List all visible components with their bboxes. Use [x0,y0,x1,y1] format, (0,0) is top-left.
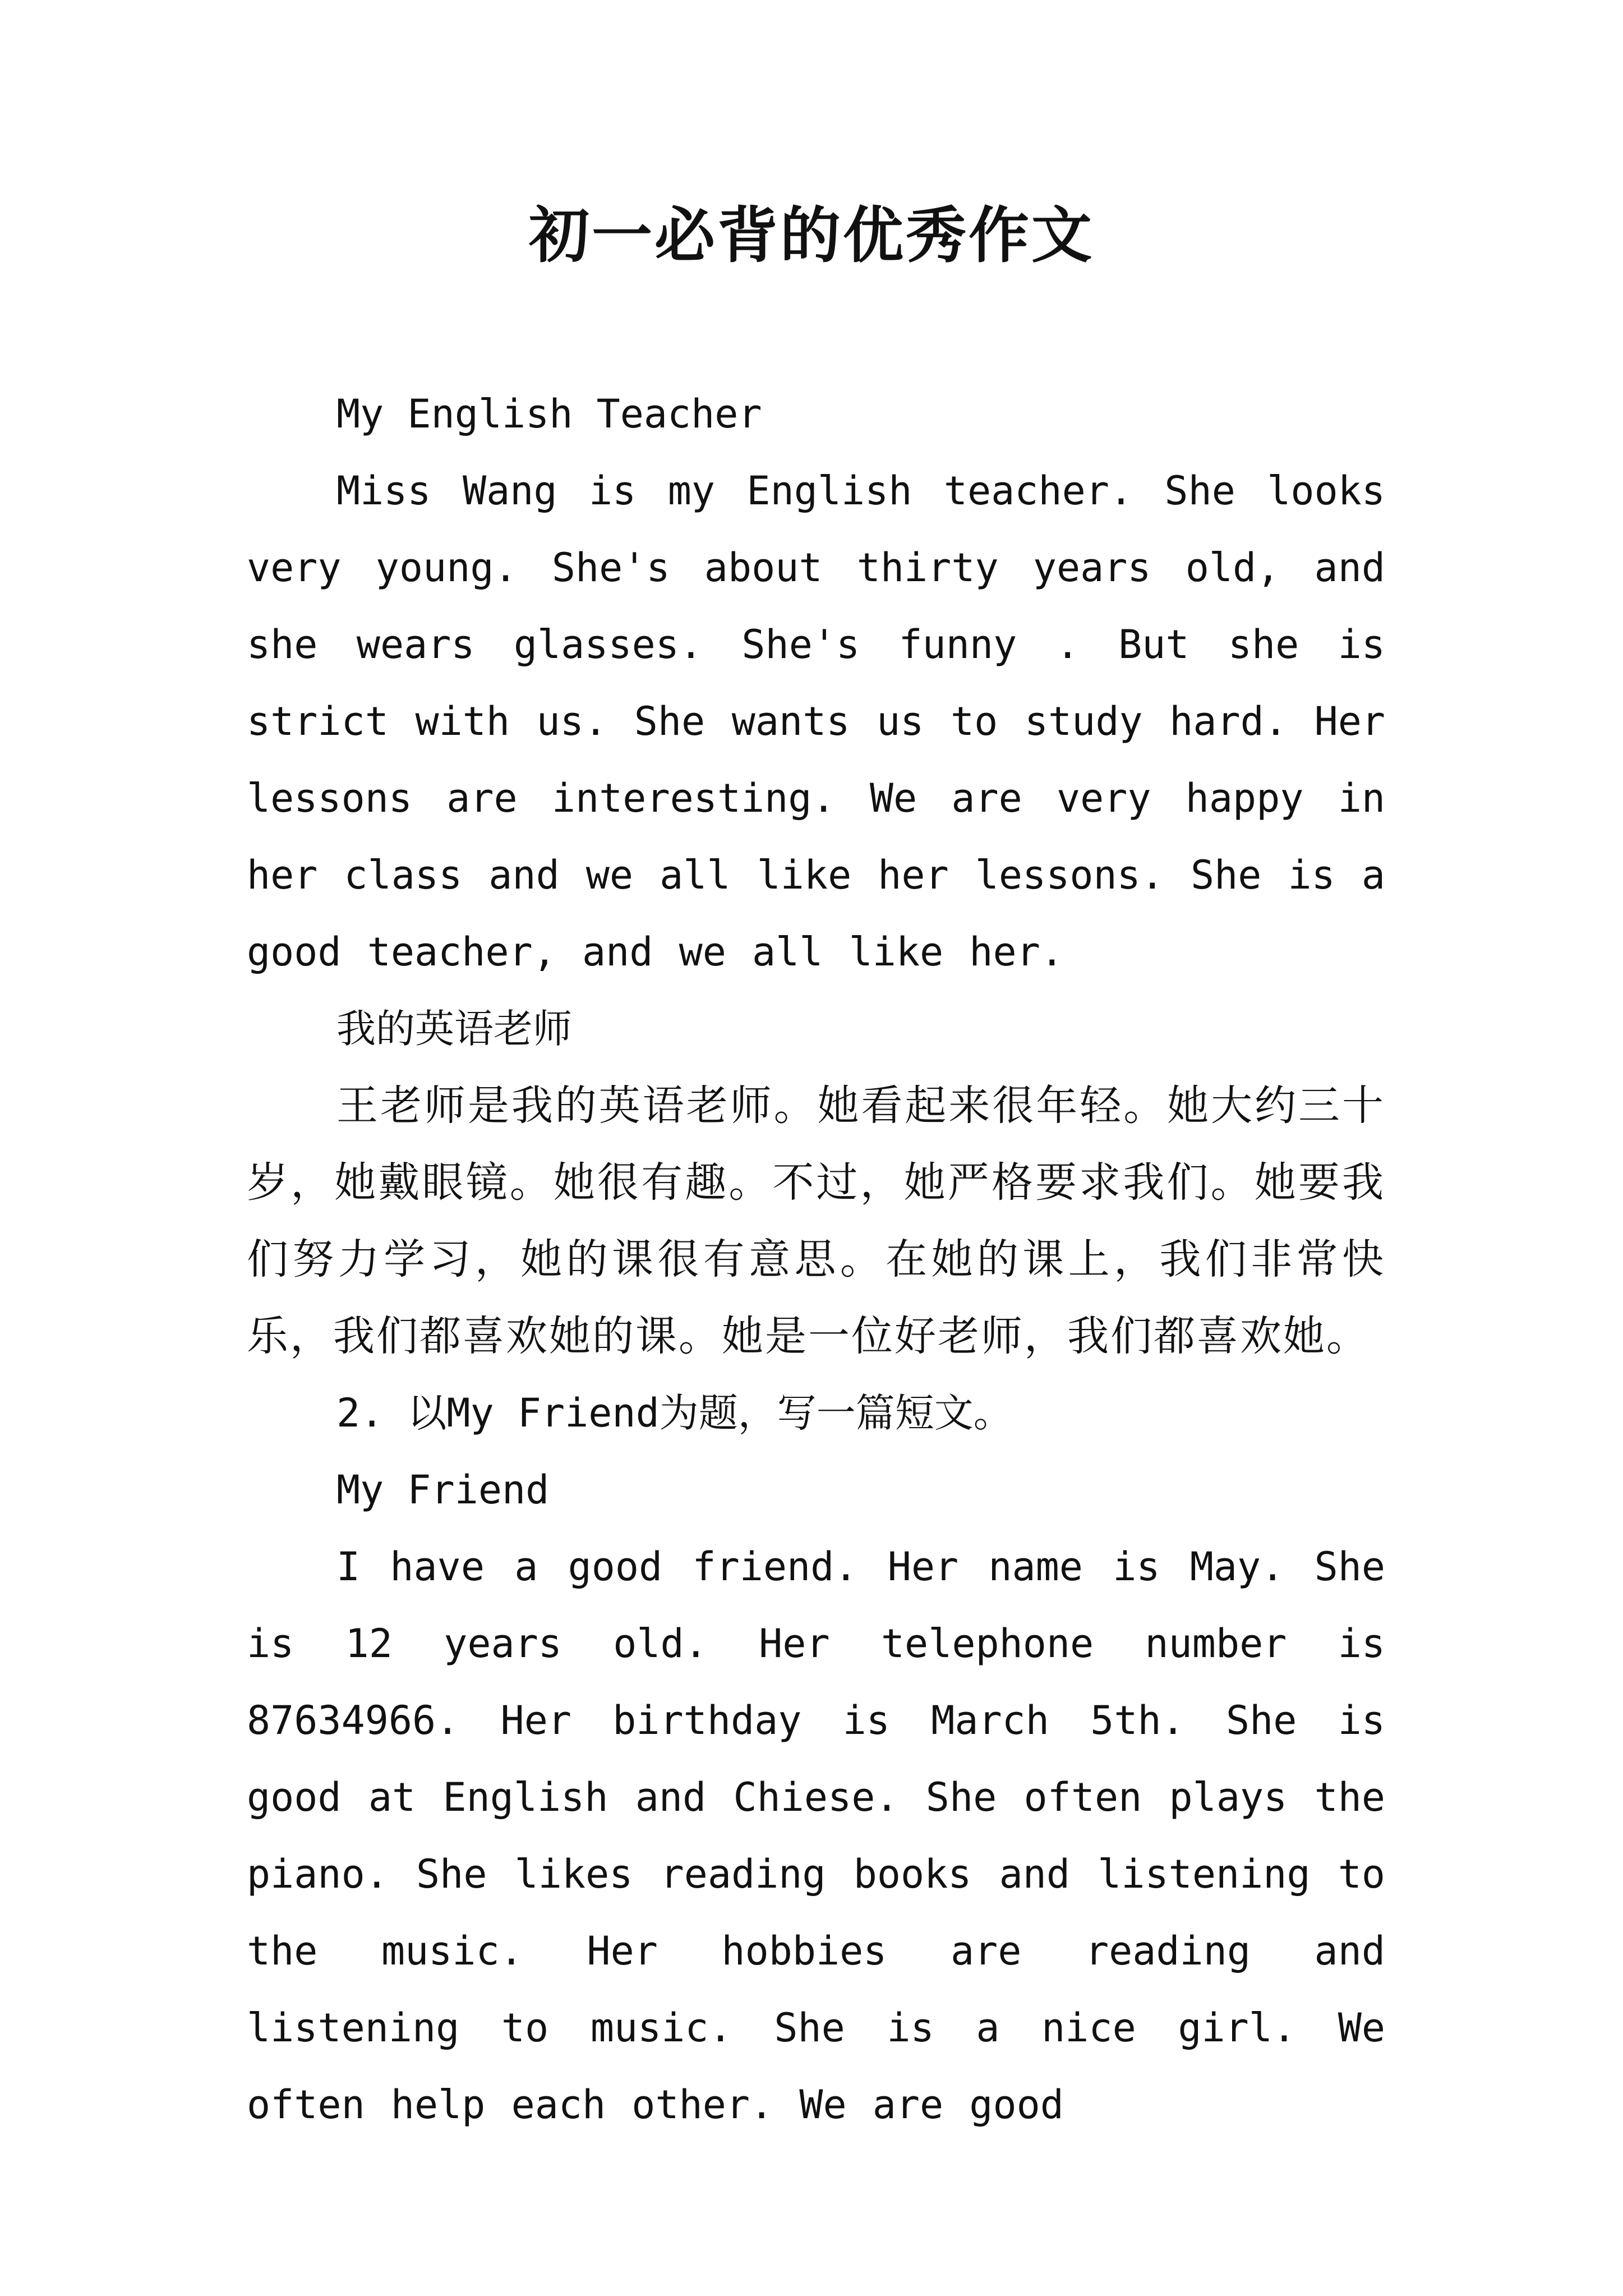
essay-paragraph-chinese-translation: 王老师是我的英语老师。她看起来很年轻。她大约三十岁，她戴眼镜。她很有趣。不过，她严格要求我们。她要我们努力学习，她的课很有意思。在她的课上，我们非常快乐，我们都喜欢她的课。她是一位好老师，我们都喜欢她。 [247,1082,1385,1360]
essay-title-my-friend: My Friend [336,1467,550,1513]
essay-paragraph-my-friend: I have a good friend. Her name is May. She is 12 years old. Her telephone number is 87634966. Her birthday is March 5th. She is good at English and Chiese. She often plays the piano. She likes reading books and listening to the music. Her hobbies are reading and listening to music. She is a nice girl. We often help each other. We are good [247,1544,1385,2128]
essay-title-chinese-translation: 我的英语老师 [336,1006,572,1052]
writing-prompt: 2. 以My Friend为题，写一篇短文。 [336,1390,1013,1436]
essay-title-my-english-teacher: My English Teacher [336,391,762,437]
document-title: 初一必背的优秀作文 [528,200,1094,271]
document-body [247,376,1385,2143]
essay-paragraph-english-teacher: Miss Wang is my English teacher. She looks very young. She's about thirty years old, and she wears glasses. She's funny . But she is strict with us. She wants us to study hard. Her lessons are interesting. We are very happy in her class and we all like her lessons. She is a good teacher, and we all like her. [247,468,1385,975]
